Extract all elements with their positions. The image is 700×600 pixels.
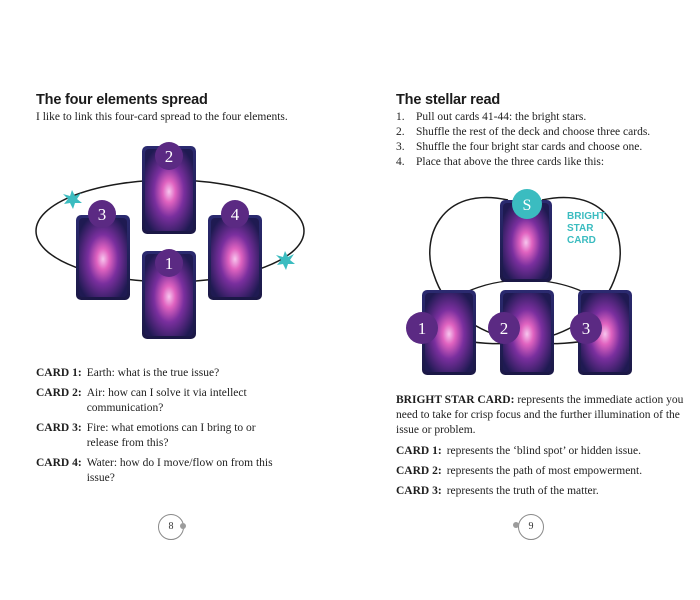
step-text: Shuffle the rest of the deck and choose three cards.: [416, 126, 651, 138]
folio-dot: [180, 523, 186, 529]
step-item: [396, 125, 696, 140]
badge-number: 2: [164, 147, 174, 166]
card-meaning: [396, 484, 686, 499]
step-text: Shuffle the four bright star cards and choose one.: [416, 141, 643, 153]
card-label: CARD 3:: [396, 485, 442, 497]
bright-star-label: BRIGHT: [567, 211, 606, 222]
page-number: 9: [518, 514, 544, 540]
card-label: CARD 1:: [396, 445, 442, 457]
badge-number: 1: [164, 254, 174, 273]
card-meaning: [36, 386, 288, 416]
card-text: Water: how do I move/flow on from this issue?: [86, 457, 273, 484]
card-meaning: [396, 444, 686, 459]
badge-number: 3: [97, 205, 107, 224]
four-elements-diagram: [0, 140, 350, 340]
page-number: 8: [158, 514, 184, 540]
card-meaning: [36, 366, 288, 381]
step-number: 1.: [396, 111, 405, 123]
bright-star-label: STAR: [567, 223, 594, 234]
card-label: CARD 2:: [36, 387, 82, 399]
card-label: CARD 4:: [36, 457, 82, 469]
card-text: Air: how can I solve it via intellect communication?: [86, 387, 247, 414]
right-page-title: The stellar read: [396, 92, 500, 108]
left-page-title: The four elements spread: [36, 92, 208, 108]
right-card-meanings: [396, 393, 686, 504]
card-label: CARD 1:: [36, 367, 82, 379]
step-number: 4.: [396, 156, 405, 168]
bright-star-label: CARD: [567, 235, 596, 246]
card-label: CARD 3:: [36, 422, 82, 434]
step-number: 2.: [396, 126, 405, 138]
badge-number: 2: [499, 319, 509, 338]
card-text: represents the path of most empowerment.: [446, 465, 643, 477]
badge-number: 3: [581, 319, 591, 338]
star-badge-letter: S: [522, 197, 532, 214]
card-text: Earth: what is the true issue?: [86, 367, 220, 379]
step-item: [396, 155, 696, 170]
step-text: Place that above the three cards like this:: [416, 156, 605, 168]
step-item: [396, 140, 696, 155]
card-meaning: [36, 456, 288, 486]
badge-number: 1: [417, 319, 427, 338]
card-label: CARD 2:: [396, 465, 442, 477]
bright-star-meaning-text: represents the immediate action you need to take for crisp focus and the further illumination of the issue or problem.: [396, 394, 684, 436]
left-card-meanings: [36, 366, 288, 491]
step-number: 3.: [396, 141, 405, 153]
bright-star-meaning: [396, 393, 686, 438]
card-text: represents the ‘blind spot’ or hidden issue.: [446, 445, 641, 457]
card-meaning: [36, 421, 288, 451]
steps-list: [396, 110, 696, 170]
card-text: Fire: what emotions can I bring to or release from this?: [86, 422, 256, 449]
folio-dot: [513, 522, 519, 528]
stellar-read-diagram: [350, 180, 700, 380]
bright-star-meaning-label: BRIGHT STAR CARD:: [396, 394, 515, 406]
step-text: Pull out cards 41-44: the bright stars.: [416, 111, 587, 123]
card-text: represents the truth of the matter.: [446, 485, 599, 497]
step-item: [396, 110, 696, 125]
card-meaning: [396, 464, 686, 479]
badge-number: 4: [230, 205, 240, 224]
right-page: [350, 0, 700, 600]
left-page-intro: I like to link this four-card spread to the four elements.: [36, 111, 288, 123]
